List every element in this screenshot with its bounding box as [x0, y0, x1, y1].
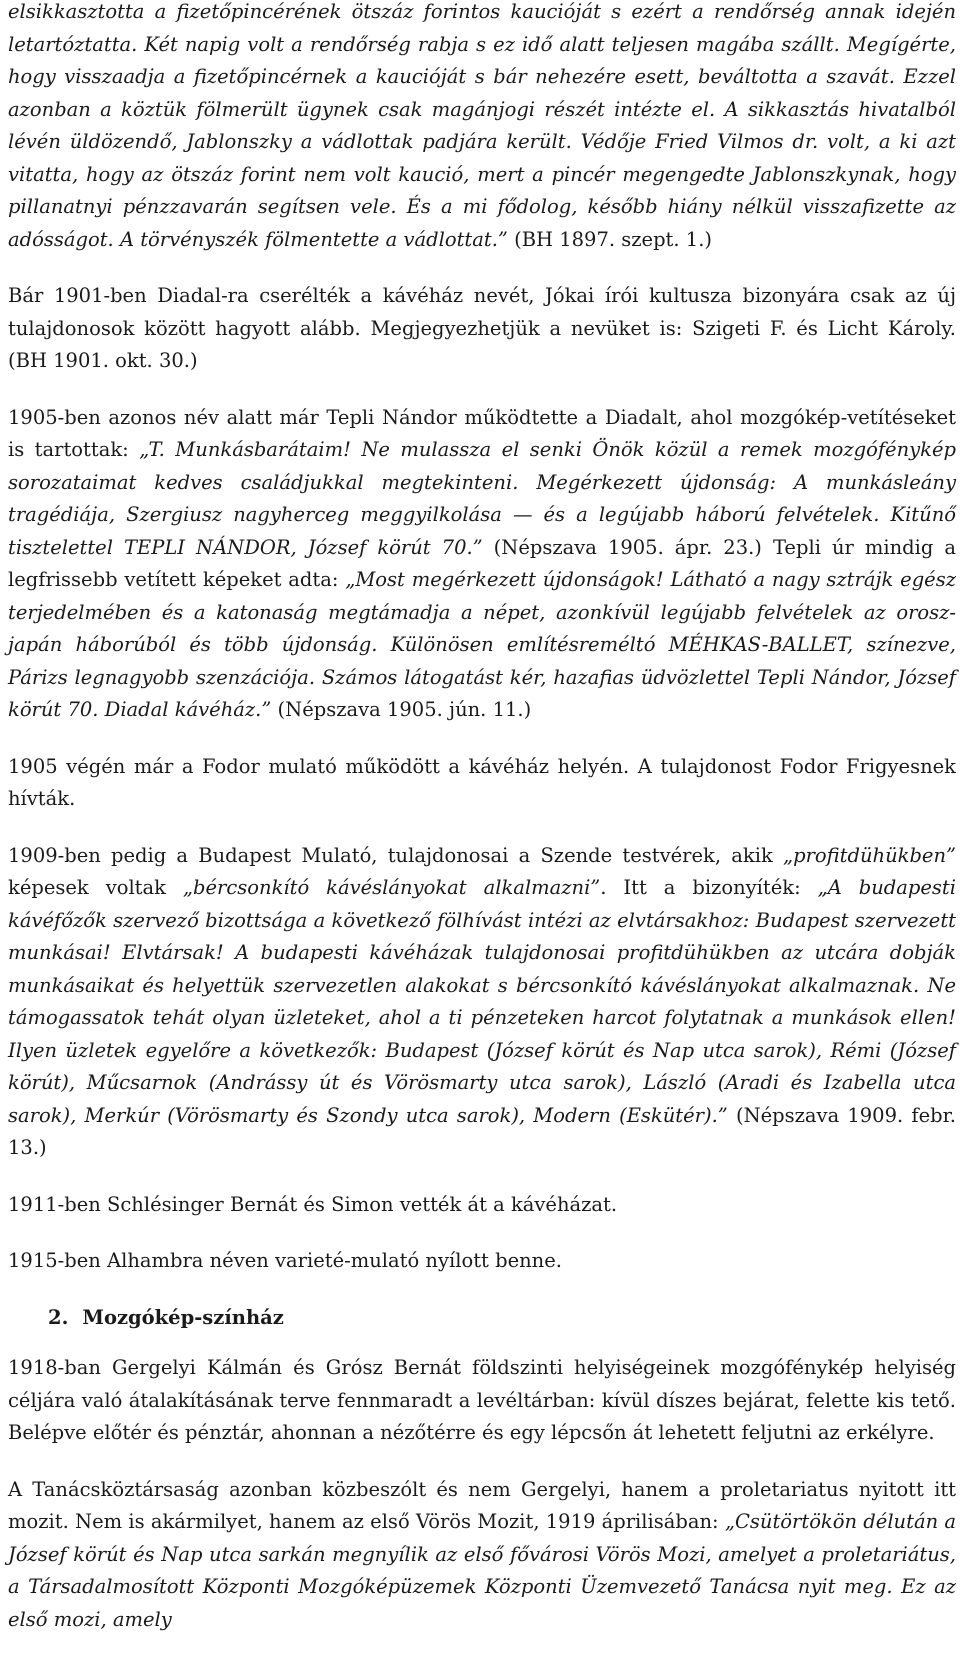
body-text: (BH 1897. szept. 1.) — [507, 227, 713, 251]
paragraph-p1 — [8, 280, 956, 378]
quoted-text: „Csütörtökön délután a József körút és Nap utca sarkán megnyílik az első fővárosi Vörös Mozi, amelyet a proletariátus, a Társadalmosított Központi Mozgóképüzemek Központi Üzemvezető Tanácsa nyit meg. Ez az első mozi, amely — [8, 1510, 956, 1631]
body-text: 1905 végén már a Fodor mulató működött a kávéház helyén. A tulajdonost Fodor Frigyesnek hívták. — [8, 754, 956, 810]
body-text: 1918-ban Gergelyi Kálmán és Grósz Bernát földszinti helyiségeinek mozgófénykép helyiség céljára való átalakításának terve fennmaradt a levéltárban: kívül díszes bejárat, felette kis tető. Belépve előtér és pénztár, ahonnan a nézőtérre és egy lépcsőn át lehetett feljutni az erkélyre. — [8, 1356, 956, 1444]
quoted-text: „profitdühükben” — [782, 843, 956, 867]
paragraph-p8 — [8, 1474, 956, 1637]
paragraph-p3 — [8, 751, 956, 816]
body-text: . Itt a bizonyíték: — [600, 876, 818, 899]
quoted-text: „A budapesti kávéfőzők szervező bizottsága a következő fölhívást intézi az elvtársakhoz: Budapest szervezett munkásai! Elvtársak! A budapesti kávéházak tulajdonosai profitdühükben az utcára dobják munkásaikat és helyettük szervezetlen alakokat s bércsonkító kávéslányokat alkalmaznak. Ne támogassatok tehát olyan üzleteket, ahol a ti pénzeteken harcot folytatnak a munkások ellen! Ilyen üzletek egyelőre a következők: Budapest (József körút és Nap utca sarok), Rémi (József körút), Műcsarnok (Andrássy út és Vörösmarty utca sarok), László (Aradi és Izabella utca sarok), Merkúr (Vörösmarty és Szondy utca sarok), Modern (Eskütér).” — [8, 876, 956, 1127]
section-title: Mozgókép-színház — [82, 1305, 284, 1329]
body-text: 1905-ben azonos név alatt már Tepli Nándor működtette a Diadalt, ahol mozgókép-vetítéseket is tartottak: — [8, 405, 956, 461]
paragraph-p7 — [8, 1352, 956, 1450]
body-text: 1909-ben pedig a Budapest Mulató, tulajdonosai a Szende testvérek, akik — [8, 843, 783, 867]
body-text: képesek voltak — [8, 876, 183, 899]
body-text: 1911-ben Schlésinger Bernát és Simon vették át a kávéházat. — [8, 1192, 618, 1216]
body-text: (Népszava 1909. febr. 13.) — [8, 1103, 956, 1159]
body-text: (Népszava 1905. jún. 11.) — [271, 698, 532, 721]
body-text-before — [8, 0, 956, 1278]
body-text-after — [8, 1352, 956, 1636]
paragraph-p0 — [8, 0, 956, 256]
quoted-text: elsikkasztotta a fizetőpincérének ötszáz forintos kaucióját s ezért a rendőrség annak idején letartóztatta. Két napig volt a rendőrség rabja s ez idő alatt teljesen magába szállt. Megígérte, hogy visszaadja a fizetőpincérnek a kaucióját s bár nehezére esett, beváltotta a szavát. Ezzel azonban a köztük fölmerült ügynek csak magánjogi részét intézte el. A sikkasztás hivatalból lévén üldözendő, Jablonszky a vádlottak padjára került. Védője Fried Vilmos dr. volt, a ki azt vitatta, hogy az ötszáz forint nem volt kaució, mert a pincér megengedte Jablonszkynak, hogy pillanatnyi pénzzavarán segítsen vele. És a mi fődolog, később hiány nélkül visszafizette az adósságot. A törvényszék fölmentette a vádlottat.” — [8, 0, 956, 251]
document-page — [8, 0, 956, 1660]
paragraph-p4 — [8, 840, 956, 1165]
section-number: 2. — [48, 1305, 69, 1329]
quoted-text: „T. Munkásbarátaim! Ne mulassza el senki Önök közül a remek mozgófénykép sorozataimat kedves családjukkal megtekinteni. Megérkezett újdonság: A munkásleány tragédiája, Szergiusz nagyherceg meggyilkolása — és a legújabb háború felvételek. Kitűnő tisztelettel TEPLI NÁNDOR, József körút 70.” — [8, 438, 956, 559]
body-text: (Népszava 1905. ápr. 23.) Tepli úr mindig a legfrissebb vetített képeket adta: — [8, 535, 956, 591]
paragraph-p5 — [8, 1189, 956, 1222]
section-heading — [48, 1302, 956, 1335]
paragraph-p6 — [8, 1245, 956, 1278]
paragraph-p2 — [8, 402, 956, 727]
body-text: A Tanácsköztársaság azonban közbeszólt és nem Gergelyi, hanem a proletariatus nyitott itt mozit. Nem is akármilyet, hanem az első Vörös Mozit, 1919 áprilisában: — [8, 1477, 956, 1533]
quoted-text: „Most megérkezett újdonságok! Látható a nagy sztrájk egész terjedelmében és a katonaság megtámadja a népet, azonkívül legújabb felvételek az orosz-japán háborúból és több újdonság. Különösen említésreméltó MÉHKAS-BALLET, színezve, Párizs legnagyobb szenzációja. Számos látogatást kér, hazafias üdvözlettel Tepli Nándor, József körút 70. Diadal kávéház.” — [8, 568, 956, 721]
body-text: Bár 1901-ben Diadal-ra cserélték a kávéház nevét, Jókai írói kultusza bizonyára csak az új tulajdonosok között hagyott alább. Megjegyezhetjük a nevüket is: Szigeti F. és Licht Károly. (BH 1901. okt. 30.) — [8, 284, 956, 372]
body-text: 1915-ben Alhambra néven varieté-mulató nyílott benne. — [8, 1249, 562, 1272]
quoted-text: „bércsonkító kávéslányokat alkalmazni” — [182, 876, 601, 899]
